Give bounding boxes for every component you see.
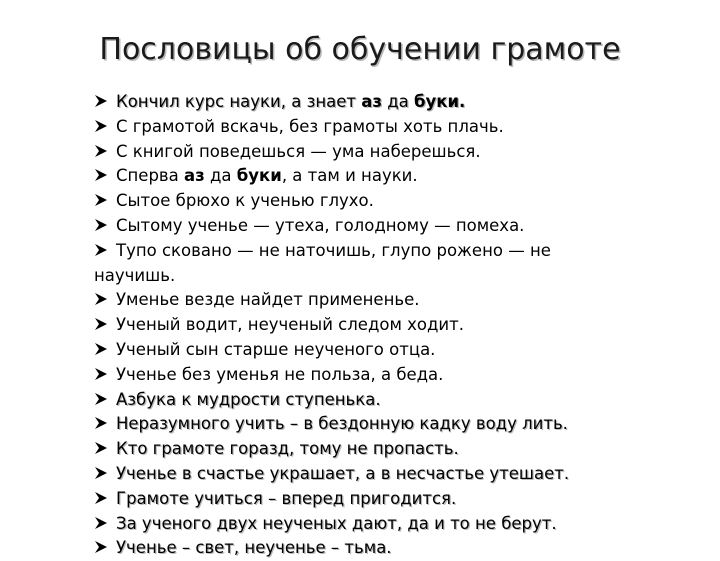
list-item	[94, 115, 694, 140]
arrow-bullet-shape	[94, 466, 108, 480]
proverb-text: Сперва аз да буки, а там и науки.	[116, 166, 418, 186]
arrow-bullet-icon	[94, 168, 116, 182]
proverb-text: Сытому ученье — утеха, голодному — помеха.	[116, 215, 525, 235]
list-item	[94, 239, 694, 289]
proverb-text: Ученье в счастье украшает, а в несчастье утешает.	[116, 463, 570, 483]
proverb-text: Ученье без уменья не польза, а беда.	[116, 364, 444, 384]
arrow-bullet-icon	[94, 342, 116, 356]
list-item	[94, 338, 694, 363]
arrow-bullet-shape	[94, 540, 108, 554]
arrow-bullet-icon	[94, 540, 116, 554]
arrow-bullet-shape	[94, 119, 108, 133]
arrow-bullet-icon	[94, 466, 116, 480]
arrow-bullet-icon	[94, 491, 116, 505]
list-item	[94, 288, 694, 313]
slide-title: Пословицы об обучении грамоте	[99, 32, 621, 67]
arrow-bullet-icon	[94, 218, 116, 232]
arrow-bullet-icon	[94, 317, 116, 331]
list-item	[94, 388, 694, 413]
proverb-text: Кто грамоте горазд, тому не пропасть.	[116, 439, 459, 459]
arrow-bullet-shape	[94, 441, 108, 455]
arrow-bullet-icon	[94, 243, 116, 257]
list-item	[94, 412, 694, 437]
proverb-text: Уменье везде найдет примененье.	[116, 290, 420, 310]
list-item	[94, 536, 694, 561]
arrow-bullet-shape	[94, 367, 108, 381]
proverb-text: С книгой поведешься — ума наберешься.	[116, 141, 481, 161]
list-item	[94, 164, 694, 189]
proverb-list	[94, 90, 694, 561]
arrow-bullet-shape	[94, 392, 108, 406]
proverb-text: Азбука к мудрости ступенька.	[116, 389, 381, 409]
arrow-bullet-icon	[94, 441, 116, 455]
proverb-text-line2: научишь.	[94, 265, 176, 285]
list-item	[94, 437, 694, 462]
arrow-bullet-shape	[94, 243, 108, 257]
arrow-bullet-shape	[94, 416, 108, 430]
arrow-bullet-shape	[94, 144, 108, 158]
proverb-text: Ученый сын старше неученого отца.	[116, 339, 436, 359]
list-item	[94, 487, 694, 512]
list-item	[94, 214, 694, 239]
arrow-bullet-shape	[94, 292, 108, 306]
proverb-text: Сытое брюхо к ученью глухо.	[116, 191, 374, 211]
arrow-bullet-icon	[94, 367, 116, 381]
proverb-text: Ученье – свет, неученье – тьма.	[116, 538, 392, 558]
proverb-text: За ученого двух неученых дают, да и то не берут.	[116, 513, 557, 533]
proverb-text: Неразумного учить – в бездонную кадку воду лить.	[116, 414, 568, 434]
arrow-bullet-icon	[94, 392, 116, 406]
list-item	[94, 462, 694, 487]
arrow-bullet-shape	[94, 342, 108, 356]
list-item	[94, 90, 694, 115]
arrow-bullet-shape	[94, 218, 108, 232]
arrow-bullet-icon	[94, 193, 116, 207]
arrow-bullet-icon	[94, 292, 116, 306]
arrow-bullet-icon	[94, 416, 116, 430]
list-item	[94, 363, 694, 388]
arrow-bullet-shape	[94, 193, 108, 207]
arrow-bullet-icon	[94, 516, 116, 530]
arrow-bullet-shape	[94, 94, 108, 108]
arrow-bullet-shape	[94, 317, 108, 331]
proverb-text: С грамотой вскачь, без грамоты хоть плачь.	[116, 116, 504, 136]
arrow-bullet-icon	[94, 94, 116, 108]
list-item	[94, 189, 694, 214]
arrow-bullet-icon	[94, 119, 116, 133]
proverb-text: Кончил курс науки, а знает аз да буки.	[116, 92, 466, 111]
arrow-bullet-shape	[94, 491, 108, 505]
arrow-bullet-icon	[94, 144, 116, 158]
arrow-bullet-shape	[94, 516, 108, 530]
proverb-text: Грамоте учиться – вперед пригодится.	[116, 488, 457, 508]
list-item	[94, 140, 694, 165]
proverb-text-line1: Тупо сковано — не наточишь, глупо рожено — не	[116, 240, 551, 260]
list-item	[94, 512, 694, 537]
arrow-bullet-shape	[94, 168, 108, 182]
proverb-text: Ученый водит, неученый следом ходит.	[116, 315, 464, 335]
list-item	[94, 313, 694, 338]
